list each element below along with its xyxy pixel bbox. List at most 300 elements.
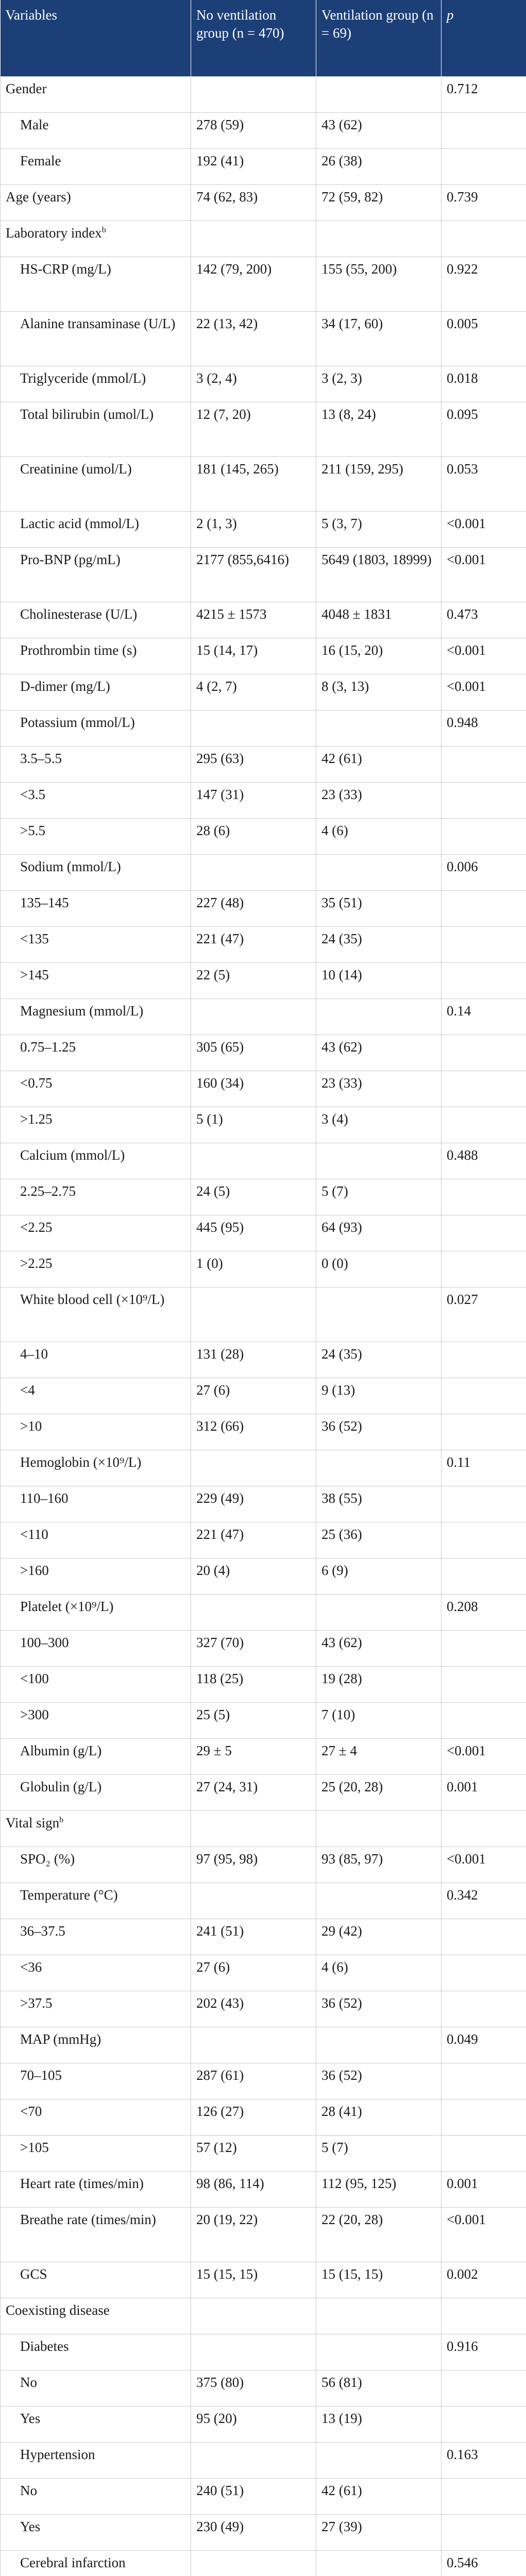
no-ventilation-value-text: 305 (65)	[196, 1039, 244, 1055]
no-ventilation-value-text: 2 (1, 3)	[196, 515, 237, 531]
row-label-text: Magnesium (mmol/L)	[20, 1003, 144, 1019]
ventilation-value	[316, 854, 442, 890]
table-row	[1, 2406, 526, 2442]
p-value	[442, 1774, 526, 1810]
ventilation-value-text: 0 (0)	[321, 1255, 348, 1271]
row-label	[1, 674, 191, 710]
no-ventilation-value	[191, 456, 316, 511]
table-row	[1, 1738, 526, 1774]
p-value-text: 0.473	[447, 606, 478, 622]
no-ventilation-value	[191, 2262, 316, 2298]
ventilation-value-text: 155 (55, 200)	[321, 261, 397, 277]
row-label	[1, 511, 191, 547]
header-no-ventilation	[191, 0, 316, 76]
p-value	[442, 1991, 526, 2027]
p-value	[442, 1143, 526, 1179]
p-value-text: 0.163	[447, 2446, 478, 2462]
p-value	[442, 2514, 526, 2550]
row-label	[1, 221, 191, 257]
table-body	[1, 76, 526, 2576]
ventilation-value	[316, 1035, 442, 1071]
no-ventilation-value	[191, 818, 316, 854]
row-label	[1, 1738, 191, 1774]
p-value	[442, 2027, 526, 2063]
ventilation-value	[316, 2406, 442, 2442]
p-value	[442, 1630, 526, 1666]
table-row	[1, 1630, 526, 1666]
header-no-ventilation-n: (n = 470)	[232, 25, 284, 41]
table-row	[1, 366, 526, 402]
row-label	[1, 854, 191, 890]
p-value	[442, 148, 526, 184]
table-row	[1, 782, 526, 818]
row-label	[1, 1287, 191, 1342]
no-ventilation-value	[191, 311, 316, 366]
ventilation-value	[316, 2099, 442, 2135]
ventilation-value-text: 27 ± 4	[321, 1742, 357, 1758]
header-ventilation	[316, 0, 442, 76]
row-label	[1, 1251, 191, 1287]
p-value-text: 0.712	[447, 80, 478, 96]
row-label-text: Gender	[6, 80, 47, 96]
no-ventilation-value	[191, 1919, 316, 1955]
table-row	[1, 1378, 526, 1414]
header-variables	[1, 0, 191, 76]
table-row	[1, 1846, 526, 1883]
row-label-text: No	[20, 2482, 37, 2498]
table-row	[1, 1414, 526, 1450]
no-ventilation-value-text: 295 (63)	[196, 750, 244, 766]
row-label-text: 4–10	[20, 1346, 48, 1362]
p-value-text: 0.005	[447, 315, 478, 331]
table-row	[1, 1071, 526, 1107]
row-label-text: 3.5–5.5	[20, 750, 62, 766]
row-label-text: <135	[20, 930, 49, 946]
row-label-text: No	[20, 2374, 37, 2390]
row-label	[1, 962, 191, 998]
p-value	[442, 2370, 526, 2406]
p-value-text: 0.739	[447, 189, 478, 205]
row-label-text: Cholinesterase (U/L)	[20, 606, 138, 622]
p-value	[442, 2135, 526, 2171]
ventilation-value-text: 3 (2, 3)	[321, 370, 362, 386]
ventilation-value	[316, 2298, 442, 2334]
no-ventilation-value	[191, 962, 316, 998]
p-value	[442, 1035, 526, 1071]
ventilation-value	[316, 1738, 442, 1774]
ventilation-value	[316, 1846, 442, 1883]
no-ventilation-value-text: 97 (95, 98)	[196, 1851, 258, 1867]
no-ventilation-value	[191, 1450, 316, 1486]
row-label-text: SPO₂ (%)	[20, 1851, 75, 1867]
table-row	[1, 148, 526, 184]
p-value	[442, 2063, 526, 2099]
row-label-text: <100	[20, 1670, 49, 1686]
ventilation-value-text: 22 (20, 28)	[321, 2211, 383, 2227]
p-value	[442, 2406, 526, 2442]
p-value-text: 0.095	[447, 406, 478, 422]
p-value-text: 0.001	[447, 1778, 478, 1794]
no-ventilation-value	[191, 402, 316, 456]
ventilation-value	[316, 1991, 442, 2027]
table-row	[1, 2027, 526, 2063]
row-label-text: <2.25	[20, 1219, 53, 1235]
row-label	[1, 257, 191, 311]
no-ventilation-value	[191, 2370, 316, 2406]
row-label	[1, 112, 191, 148]
no-ventilation-value	[191, 2442, 316, 2478]
row-label-text: >145	[20, 967, 49, 982]
ventilation-value	[316, 2135, 442, 2171]
no-ventilation-value	[191, 926, 316, 962]
p-value-text: 0.488	[447, 1147, 478, 1163]
p-value	[442, 1215, 526, 1251]
ventilation-value	[316, 638, 442, 674]
table-row	[1, 257, 526, 311]
ventilation-value	[316, 2171, 442, 2207]
p-value-text: 0.546	[447, 2554, 478, 2570]
row-label-text: Total bilirubin (umol/L)	[20, 406, 154, 422]
ventilation-value	[316, 1071, 442, 1107]
p-value	[442, 1486, 526, 1522]
p-value-text: 0.053	[447, 461, 478, 477]
no-ventilation-value-text: 192 (41)	[196, 152, 244, 168]
p-value-text: 0.922	[447, 261, 478, 277]
no-ventilation-value	[191, 1702, 316, 1738]
table-row	[1, 2063, 526, 2099]
row-label-text: 0.75–1.25	[20, 1039, 76, 1055]
p-value	[442, 2171, 526, 2207]
ventilation-value-text: 5 (7)	[321, 2139, 348, 2155]
p-value-text: 0.208	[447, 1598, 478, 1614]
row-label	[1, 76, 191, 112]
row-label	[1, 2027, 191, 2063]
row-label	[1, 1666, 191, 1702]
no-ventilation-value	[191, 1179, 316, 1215]
no-ventilation-value	[191, 854, 316, 890]
table-row	[1, 2298, 526, 2334]
p-value	[442, 2550, 526, 2576]
p-value	[442, 1955, 526, 1991]
no-ventilation-value-text: 20 (19, 22)	[196, 2211, 258, 2227]
ventilation-value	[316, 746, 442, 782]
table-row	[1, 602, 526, 638]
no-ventilation-value	[191, 1774, 316, 1810]
table-row	[1, 1215, 526, 1251]
p-value	[442, 2207, 526, 2262]
ventilation-value-text: 4048 ± 1831	[321, 606, 392, 622]
p-value	[442, 2262, 526, 2298]
row-label-text: Calcium (mmol/L)	[20, 1147, 125, 1163]
no-ventilation-value-text: 221 (47)	[196, 930, 244, 946]
no-ventilation-value-text: 131 (28)	[196, 1346, 244, 1362]
no-ventilation-value	[191, 2514, 316, 2550]
row-label	[1, 1143, 191, 1179]
p-value	[442, 112, 526, 148]
no-ventilation-value	[191, 184, 316, 221]
row-label	[1, 2334, 191, 2370]
no-ventilation-value	[191, 2027, 316, 2063]
row-label-text: 110–160	[20, 1490, 69, 1506]
ventilation-value	[316, 1883, 442, 1919]
row-label-text: <0.75	[20, 1075, 53, 1091]
ventilation-value-text: 35 (51)	[321, 894, 362, 910]
no-ventilation-value	[191, 1071, 316, 1107]
row-label-text: Vital sign	[6, 1815, 60, 1831]
row-label-text: >5.5	[20, 822, 45, 838]
table-row	[1, 511, 526, 547]
table-row	[1, 1883, 526, 1919]
row-label	[1, 710, 191, 746]
ventilation-value	[316, 1287, 442, 1342]
row-label-text: >160	[20, 1562, 49, 1578]
ventilation-value-text: 4 (6)	[321, 822, 348, 838]
row-label	[1, 366, 191, 402]
row-label-text: Coexisting disease	[6, 2302, 110, 2318]
table-row	[1, 221, 526, 257]
no-ventilation-value	[191, 1215, 316, 1251]
no-ventilation-value-text: 22 (5)	[196, 967, 230, 982]
no-ventilation-value-text: 28 (6)	[196, 822, 230, 838]
row-label-text: Temperature (°C)	[20, 1887, 118, 1903]
row-label-text: Male	[20, 116, 49, 132]
row-label	[1, 638, 191, 674]
ventilation-value	[316, 2370, 442, 2406]
no-ventilation-value	[191, 221, 316, 257]
no-ventilation-value	[191, 1883, 316, 1919]
ventilation-value-text: 64 (93)	[321, 1219, 362, 1235]
ventilation-value-text: 36 (52)	[321, 1418, 362, 1434]
row-label	[1, 402, 191, 456]
ventilation-value	[316, 2262, 442, 2298]
no-ventilation-value-text: 29 ± 5	[196, 1742, 232, 1758]
row-label-text: MAP (mmHg)	[20, 2031, 101, 2047]
ventilation-value-text: 36 (52)	[321, 2067, 362, 2083]
row-label-text: Platelet (×10⁹/L)	[20, 1598, 114, 1614]
table-row	[1, 890, 526, 926]
row-label	[1, 1774, 191, 1810]
ventilation-value	[316, 890, 442, 926]
table-header-row	[1, 0, 526, 76]
table-row	[1, 2550, 526, 2576]
ventilation-value-text: 93 (85, 97)	[321, 1851, 383, 1867]
row-label	[1, 1107, 191, 1143]
ventilation-value-text: 10 (14)	[321, 967, 362, 982]
p-value-text: 0.049	[447, 2031, 478, 2047]
table-row	[1, 456, 526, 511]
header-p-value	[442, 0, 526, 76]
table-row	[1, 2442, 526, 2478]
table-row	[1, 1486, 526, 1522]
row-label-text: >37.5	[20, 1995, 53, 2011]
no-ventilation-value-text: 375 (80)	[196, 2374, 244, 2390]
ventilation-value	[316, 1522, 442, 1558]
ventilation-value	[316, 402, 442, 456]
ventilation-value	[316, 1251, 442, 1287]
p-value-text: <0.001	[447, 551, 486, 567]
row-label	[1, 602, 191, 638]
table-row	[1, 1107, 526, 1143]
row-label	[1, 1594, 191, 1630]
table-row	[1, 926, 526, 962]
row-label-text: Creatinine (umol/L)	[20, 461, 132, 477]
p-value-text: <0.001	[447, 642, 486, 658]
ventilation-value	[316, 1810, 442, 1846]
p-value	[442, 1378, 526, 1414]
row-label	[1, 818, 191, 854]
row-label	[1, 1991, 191, 2027]
no-ventilation-value	[191, 2550, 316, 2576]
no-ventilation-value	[191, 710, 316, 746]
no-ventilation-value	[191, 1251, 316, 1287]
row-label	[1, 148, 191, 184]
no-ventilation-value	[191, 782, 316, 818]
row-label-text: Laboratory index	[6, 225, 102, 241]
row-label	[1, 782, 191, 818]
table-row	[1, 710, 526, 746]
no-ventilation-value	[191, 366, 316, 402]
no-ventilation-value	[191, 2135, 316, 2171]
row-label-text: >300	[20, 1706, 49, 1722]
p-value	[442, 1666, 526, 1702]
row-label	[1, 2298, 191, 2334]
row-label-text: White blood cell (×10⁹/L)	[20, 1291, 165, 1307]
no-ventilation-value	[191, 2171, 316, 2207]
table-row	[1, 1342, 526, 1378]
no-ventilation-value	[191, 638, 316, 674]
no-ventilation-value-text: 202 (43)	[196, 1995, 244, 2011]
table-row	[1, 76, 526, 112]
no-ventilation-value-text: 312 (66)	[196, 1418, 244, 1434]
ventilation-value	[316, 1450, 442, 1486]
p-value-text: <0.001	[447, 678, 486, 694]
no-ventilation-value	[191, 2298, 316, 2334]
row-label	[1, 2262, 191, 2298]
header-variables-label: Variables	[5, 7, 57, 23]
row-label-text: 36–37.5	[20, 1923, 65, 1939]
ventilation-value	[316, 1179, 442, 1215]
ventilation-value	[316, 1955, 442, 1991]
row-label-text: HS-CRP (mg/L)	[20, 261, 111, 277]
table-row	[1, 1991, 526, 2027]
no-ventilation-value	[191, 1378, 316, 1414]
no-ventilation-value-text: 3 (2, 4)	[196, 370, 237, 386]
no-ventilation-value	[191, 1846, 316, 1883]
ventilation-value-text: 43 (62)	[321, 1634, 362, 1650]
p-value	[442, 547, 526, 602]
no-ventilation-value	[191, 602, 316, 638]
row-label-text: Cerebral infarction	[20, 2554, 126, 2570]
row-label	[1, 1179, 191, 1215]
header-p-label: p	[447, 7, 454, 23]
no-ventilation-value-text: 241 (51)	[196, 1923, 244, 1939]
row-label	[1, 1071, 191, 1107]
p-value	[442, 1342, 526, 1378]
no-ventilation-value	[191, 1486, 316, 1522]
row-label-text: >2.25	[20, 1255, 53, 1271]
table-row	[1, 638, 526, 674]
table-row	[1, 402, 526, 456]
table-row	[1, 1810, 526, 1846]
ventilation-value-text: 3 (4)	[321, 1111, 348, 1127]
row-label	[1, 2406, 191, 2442]
row-label-text: Prothrombin time (s)	[20, 642, 137, 658]
ventilation-value-text: 23 (33)	[321, 1075, 362, 1091]
p-value	[442, 1450, 526, 1486]
ventilation-value	[316, 782, 442, 818]
p-value	[442, 602, 526, 638]
p-value	[442, 854, 526, 890]
row-label	[1, 1450, 191, 1486]
no-ventilation-value	[191, 1558, 316, 1594]
no-ventilation-value	[191, 2099, 316, 2135]
p-value	[442, 1251, 526, 1287]
ventilation-value-text: 211 (159, 295)	[321, 461, 403, 477]
row-label-text: Female	[20, 152, 61, 168]
ventilation-value	[316, 2207, 442, 2262]
row-label	[1, 2370, 191, 2406]
no-ventilation-value-text: 15 (14, 17)	[196, 642, 258, 658]
no-ventilation-value	[191, 1666, 316, 1702]
ventilation-value	[316, 2027, 442, 2063]
table-row	[1, 2171, 526, 2207]
row-label	[1, 1378, 191, 1414]
row-label-text: <36	[20, 1959, 42, 1975]
no-ventilation-value-text: 118 (25)	[196, 1670, 244, 1686]
ventilation-value-text: 26 (38)	[321, 152, 362, 168]
row-label-text: Lactic acid (mmol/L)	[20, 515, 139, 531]
row-label-text: <4	[20, 1382, 35, 1398]
row-label	[1, 184, 191, 221]
no-ventilation-value	[191, 1035, 316, 1071]
row-label-text: GCS	[20, 2266, 47, 2282]
p-value	[442, 1179, 526, 1215]
p-value	[442, 1919, 526, 1955]
p-value	[442, 456, 526, 511]
ventilation-value	[316, 547, 442, 602]
no-ventilation-value	[191, 2063, 316, 2099]
no-ventilation-value	[191, 2207, 316, 2262]
table-row	[1, 1955, 526, 1991]
p-value	[442, 710, 526, 746]
ventilation-value	[316, 2334, 442, 2370]
row-label-text: Potassium (mmol/L)	[20, 714, 135, 730]
no-ventilation-value-text: 27 (24, 31)	[196, 1778, 258, 1794]
table-row	[1, 1774, 526, 1810]
p-value-text: 0.916	[447, 2338, 478, 2354]
row-label	[1, 2207, 191, 2262]
table-row	[1, 1450, 526, 1486]
ventilation-value-text: 42 (61)	[321, 2482, 362, 2498]
no-ventilation-value	[191, 2406, 316, 2442]
row-label	[1, 1810, 191, 1846]
row-label-text: Pro-BNP (pg/mL)	[20, 551, 121, 567]
ventilation-value-text: 38 (55)	[321, 1490, 362, 1506]
row-label-text: Diabetes	[20, 2338, 69, 2354]
no-ventilation-value-text: 5 (1)	[196, 1111, 223, 1127]
row-label	[1, 2099, 191, 2135]
table-row	[1, 2334, 526, 2370]
row-label-text: Alanine transaminase (U/L)	[20, 315, 176, 331]
no-ventilation-value	[191, 257, 316, 311]
table-row	[1, 818, 526, 854]
no-ventilation-value	[191, 2334, 316, 2370]
ventilation-value-text: 43 (62)	[321, 1039, 362, 1055]
table-row	[1, 2262, 526, 2298]
ventilation-value-text: 15 (15, 15)	[321, 2266, 383, 2282]
row-label	[1, 2171, 191, 2207]
ventilation-value	[316, 1107, 442, 1143]
